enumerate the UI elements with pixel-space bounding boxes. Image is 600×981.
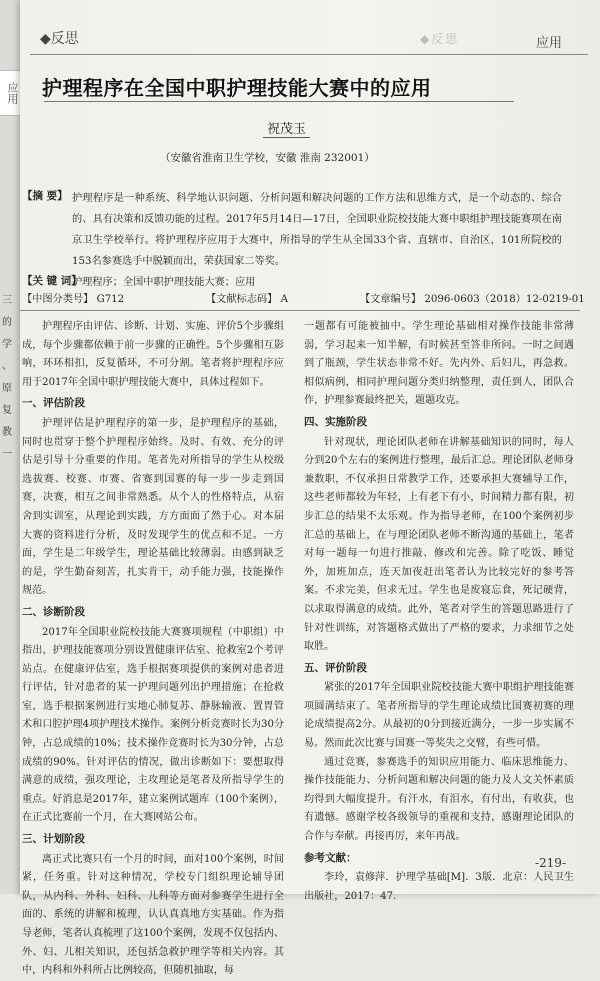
page-number: -219-: [534, 856, 566, 870]
adjacent-mark: 原: [2, 383, 12, 394]
keywords-label: 【关 键 词】: [22, 275, 82, 287]
implementation-paragraph: 针对现状，理论团队老师在讲解基础知识的同时，每人分到20个左右的案例进行整理，最后汇总。理论团队老师身兼数职，不仅承担日常教学工作，还要承担大赛辅导工作，这些老师都较为年轻，上有老下有小，时间精力都有限，初步汇总的结果不太乐观。作为指导老师，在100个案例初步汇总的基础上，在与理论团队老师不断沟通的基础上，笔者对每一题每一句进行推敲、修改和完善。除了吃饭、睡觉外，加班加点，连天加夜赶出笔者认为比较完好的参考答案。不求完美，但求无过。学生也是废寝忘食，死记硬背，以求取得满意的成绩。此外，笔者对学生的答题思路进行了针对性训练，对答题格式做出了严格的要求，力求细节之处取胜。: [304, 436, 574, 653]
document-code: 【文献标志码】 A: [206, 294, 288, 305]
faint-header-banner: ◆反思: [420, 32, 460, 46]
conclusion-paragraph: 通过竞赛，参赛选手的知识应用能力、临床思维能力、操作技能能力、分析问题和解决问题的能力及人文关怀素质均得到大幅度提升。有汗水，有泪水，有付出，有收获，也有遗憾。感谢学校各级领导的重视和支持，感谢理论团队的合作与奉献。再接再厉，来年再战。: [304, 756, 574, 843]
section-heading-planning: 三、计划阶段: [22, 833, 85, 846]
references-heading: 参考文献：: [304, 851, 357, 864]
section-heading-diagnosis: 二、诊断阶段: [22, 605, 85, 618]
section-heading-assessment: 一、评估阶段: [22, 397, 85, 410]
intro-paragraph: 护理程序由评估、诊断、计划、实施、评价5个步骤组成，每个步骤都依赖于前一步骤的正确性。5个步骤相互影响，环环相扣，反复循环，不可分割。笔者将护理程序应用于2017年全国中职护理技能大赛中，具体过程如下。: [22, 321, 284, 388]
planning-paragraph: 离正式比赛只有一个月的时间，面对100个案例，时间紧，任务重。针对这种情况，学校专门组织理论辅导团队，从内科、外科、妇科、儿科等方面对参赛学生进行全面的、系统的讲解和梳理，认认真真地方实基础。作为指导老师，笔者认真梳理了这100个案例，发现不仅包括内、外、妇、儿相关知识，还包括急救护理学等相关内容。其中，内科和外科所占比例较高，但随机抽取，每: [22, 853, 284, 977]
abstract-label: 【摘 要】: [22, 190, 68, 202]
article-number: 【文章编号】 2096-0603（2018）12-0219-01: [360, 294, 585, 305]
journal-page: [20, 0, 600, 977]
section-heading-implementation: 四、实施阶段: [304, 415, 367, 428]
body-column-left: [22, 318, 284, 981]
adjacent-mark: 教: [2, 427, 12, 438]
adjacent-mark: 、: [2, 361, 12, 372]
adjacent-page-tab: 应用: [0, 70, 21, 116]
running-header-left: ◆反思: [40, 31, 79, 47]
adjacent-mark: 三: [2, 295, 12, 306]
header-divider: [30, 54, 588, 55]
meta-divider: [20, 310, 580, 311]
adjacent-mark: 复: [2, 405, 12, 416]
adjacent-mark: 学: [2, 339, 12, 350]
adjacent-mark: 的: [2, 317, 12, 328]
keywords-text: 护理程序；全国中职护理技能大赛；应用: [72, 277, 256, 288]
diamond-icon: ◆: [40, 31, 51, 47]
planning-continued-paragraph: 一题都有可能被抽中。学生理论基础相对操作技能非常薄弱，学习起来一知半解，有时候甚至答非所问。一时之间遇到了瓶颈，学生状态非常不好。先内外、后妇儿，再急救。相似病例，相同护理问题分类归纳整理，责任到人，团队合作，护理参赛最终把关，题题攻克。: [304, 321, 574, 407]
adjacent-page-edge: [0, 0, 22, 894]
clc-number: 【中图分类号】 G712: [22, 294, 125, 305]
assessment-paragraph: 护理评估是护理程序的第一步，是护理程序的基础，同时也贯穿于整个护理程序始终。及时、有效、充分的评估是引导十分重要的作用。笔者先对所指导的学生从校级选拔赛、校赛、市赛、省赛到国赛的每一步一步走到国赛，决赛，相互之间非常熟悉。从个人的性格特点，从宿舍到实训室，从理论到实践，方方面面了然于心。对本届大赛的资料进行分析，及时发现学生的优点和不足。一方面，学生是二年级学生，理论基础比较薄弱。由感到缺乏的是，学生勤奋刻苦，扎实肯干，动手能力强，技能操作规范。: [22, 417, 284, 597]
body-column-right: [304, 318, 574, 906]
evaluation-paragraph: 紧张的2017年全国职业院校技能大赛中职组护理技能赛项圆满结束了。笔者所指导的学生理论成绩比国赛初赛的理论成绩提高2分。从最初的0分到接近满分，一步一步实属不易。然而此次比赛与国赛一等奖失之交臂，有些可惜。: [304, 682, 574, 750]
diagnosis-paragraph: 2017年全国职业院校技能大赛赛项规程（中职组）中指出，护理技能赛项分别设置健康评估室、抢救室2个考评站点。在健康评估室，选手根据赛项提供的案例对患者进行评估，针对患者的某一护理问题列出护理措施；在抢救室，选手根据案例进行实地心肺复苏、静脉输液、置胃管术和口腔护理4项护理技术操作。案例分析竞赛时长为30分钟，占总成绩的10%；技术操作竞赛时长为30分钟，占总成绩的90%。针对评估的情况，做出诊断如下：要想取得满意的成绩，强攻理论，主攻理论是笔者及所指导学生的重点。好消息是2017年，建立案例试题库（100个案例），在正式比赛前一个月，在大赛网站公布。: [22, 626, 284, 824]
author-name: 祝茂玉: [263, 118, 310, 138]
section-heading-evaluation: 五、评价阶段: [304, 661, 367, 674]
reference-item: 李玲，袁修萍．护理学基础[M]．3版．北京：人民卫生出版社，2017：47.: [304, 872, 574, 902]
author-affiliation: （安徽省淮南卫生学校，安徽 淮南 232001）: [160, 152, 375, 164]
title-underline: [44, 101, 514, 102]
running-header-right: 应用: [535, 36, 562, 51]
adjacent-page-marks: [2, 290, 12, 466]
abstract-text: 护理程序是一种系统、科学地认识问题、分析问题和解决问题的工作方法和思维方式，是一个动态的、综合的、具有决策和反馈功能的过程。2017年5月14日—17日，全国职业院校技能大赛中职组护理技能赛项在南京卫生学校举行。将护理程序应用于大赛中，所指导的学生从全国33个省、直辖市、自治区，101所院校的153名参赛选手中脱颖而出，荣获国家二等奖。: [72, 193, 562, 267]
article-title: 护理程序在全国中职护理技能大赛中的应用: [42, 76, 432, 100]
adjacent-mark: 一: [2, 449, 12, 460]
